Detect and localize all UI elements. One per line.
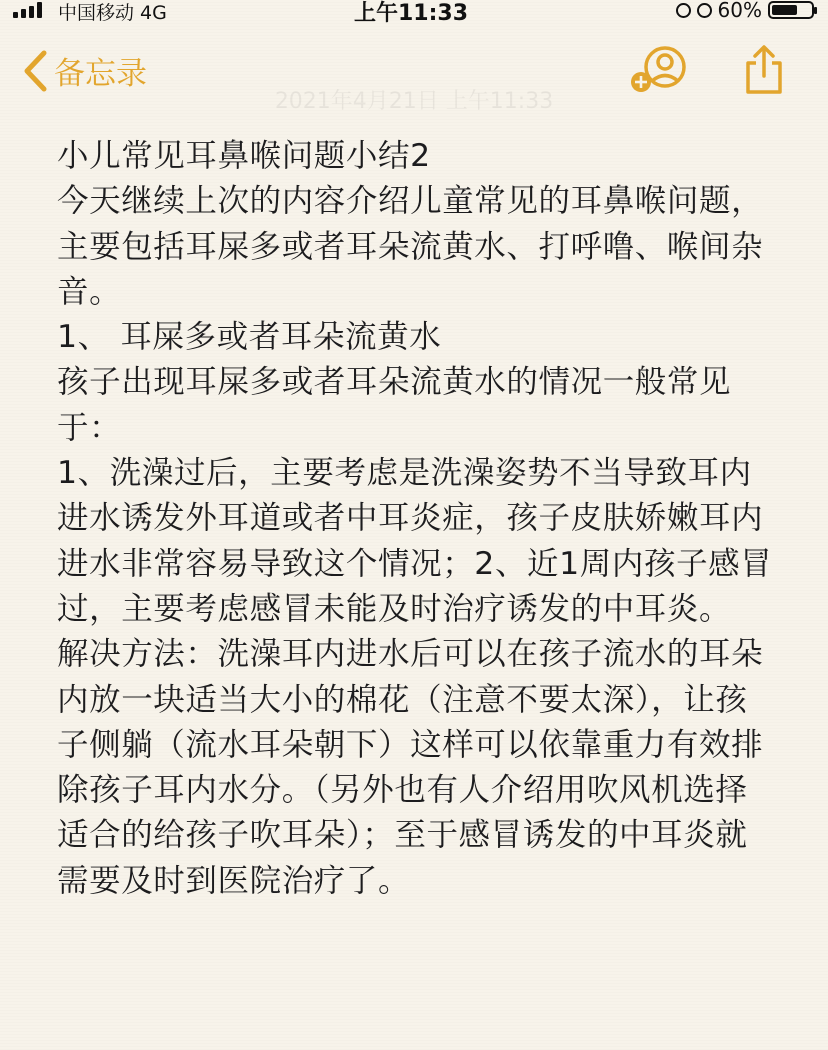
note-paragraph: 1、洗澡过后，主要考虑是洗澡姿势不当导致耳内进水诱发外耳道或者中耳炎症，孩子皮肤娇嫩耳内进水非常容易导致这个情况；2、近1周内孩子感冒过，主要考虑感冒未能及时治疗诱发的中耳炎。 bbox=[57, 455, 773, 627]
note-paragraph: 解决方法：洗澡耳内进水后可以在孩子流水的耳朵内放一块适当大小的棉花（注意不要太深），让孩子侧躺（流水耳朵朝下）这样可以依靠重力有效排除孩子耳内水分。（另外也有人介绍用吹风机选择适合的给孩子吹耳朵）；至于感冒诱发的中耳炎就需要及时到医院治疗了。 bbox=[57, 636, 764, 899]
status-time: 上午11:33 bbox=[354, 1, 469, 26]
note-heading: 1、 耳屎多或者耳朵流黄水 bbox=[57, 319, 442, 356]
battery-percent: 60% bbox=[717, 0, 762, 22]
status-right-group bbox=[676, 0, 814, 22]
alarm-icon bbox=[697, 3, 712, 18]
orientation-lock-icon bbox=[676, 3, 691, 18]
status-bar bbox=[0, 0, 828, 26]
note-body[interactable] bbox=[57, 134, 777, 904]
note-title: 小儿常见耳鼻喉问题小结2 bbox=[57, 138, 431, 174]
signal-strength-icon bbox=[13, 2, 42, 18]
back-label: 备忘录 bbox=[54, 56, 147, 92]
carrier-label: 中国移动 4G bbox=[58, 2, 167, 24]
battery-icon bbox=[768, 1, 814, 19]
note-paragraph: 今天继续上次的内容介绍儿童常见的耳鼻喉问题，主要包括耳屎多或者耳朵流黄水、打呼噜、喉间杂音。 bbox=[57, 183, 764, 310]
note-paragraph: 孩子出现耳屎多或者耳朵流黄水的情况一般常见于： bbox=[57, 364, 732, 446]
note-timestamp: 2021年4月21日 上午11:33 bbox=[274, 89, 554, 114]
